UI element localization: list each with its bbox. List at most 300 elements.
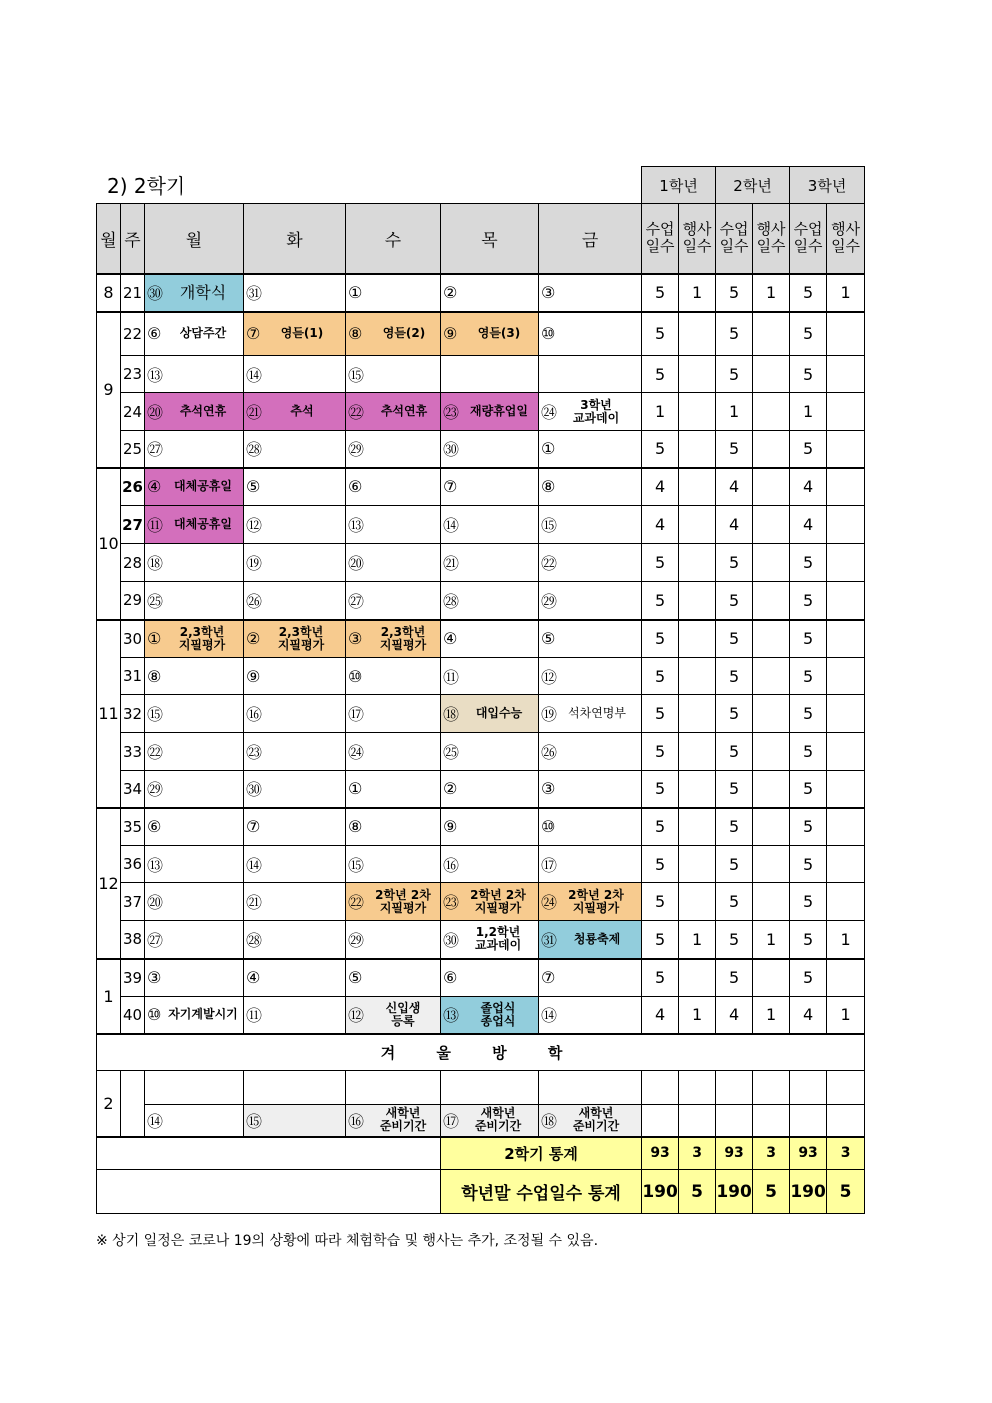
date-number: ㉒ [348, 893, 365, 912]
date-number: ⑦ [246, 817, 261, 837]
day-cell [346, 468, 441, 506]
col-header-event-days: 행사 일수 [753, 204, 790, 274]
stat-cell [753, 620, 790, 658]
day-cell [244, 356, 346, 393]
stat-cell: 4 [642, 468, 679, 506]
date-number: ㉚ [147, 284, 164, 303]
date-number: ⑥ [147, 817, 162, 837]
date-number: ⑥ [147, 324, 162, 344]
stat-cell: 1 [753, 274, 790, 312]
stat-cell: 1 [827, 997, 865, 1034]
stat-cell: 5 [642, 771, 679, 808]
semester-stats-row [97, 1137, 865, 1170]
date-number: ① [348, 283, 363, 302]
col-header-class-days: 수업 일수 [642, 204, 679, 274]
date-number: ④ [246, 968, 261, 988]
date-number: ⑨ [246, 666, 261, 686]
date-number: ⑩ [541, 324, 556, 344]
stat-cell: 5 [790, 582, 827, 620]
day-cell [346, 808, 441, 846]
day-cell [346, 274, 441, 312]
grade-header: 3학년 [790, 167, 865, 204]
semester-stat-value: 93 [790, 1137, 827, 1170]
day-cell [145, 620, 244, 658]
winter-break-row [97, 1034, 865, 1071]
day-cell [441, 582, 539, 620]
year-stat-value: 190 [790, 1170, 827, 1214]
event-label: 2,3학년 지필평가 [178, 624, 226, 652]
stat-cell: 5 [790, 544, 827, 582]
stat-cell [827, 846, 865, 883]
stat-cell: 5 [716, 356, 753, 393]
stat-cell [753, 808, 790, 846]
stat-cell [827, 312, 865, 356]
semester-stats-label: 2학기 통계 [441, 1137, 642, 1170]
event-label: 2학년 2차 지필평가 [470, 887, 526, 915]
stat-cell [753, 883, 790, 921]
stat-cell [753, 544, 790, 582]
grade-header: 1학년 [642, 167, 716, 204]
week-row [97, 582, 865, 620]
date-number: ㉙ [147, 780, 164, 800]
stat-cell [679, 695, 716, 733]
stat-cell [827, 808, 865, 846]
day-cell [441, 658, 539, 695]
stat-cell: 5 [716, 620, 753, 658]
grade-header-row [97, 167, 865, 204]
date-number: ⑪ [443, 667, 460, 687]
week-row [97, 620, 865, 658]
week-number: 36 [121, 846, 145, 883]
week-row [97, 356, 865, 393]
date-number: ⑩ [541, 817, 556, 837]
date-number: ⑩ [348, 666, 363, 686]
day-cell [145, 582, 244, 620]
week-number: 27 [121, 506, 145, 544]
date-number: ⑭ [541, 1006, 558, 1026]
stat-cell: 4 [716, 468, 753, 506]
stat-cell: 5 [642, 883, 679, 921]
stat-cell: 1 [716, 393, 753, 431]
date-number: ⑭ [246, 365, 263, 385]
week-row [97, 695, 865, 733]
winter-break-label: 겨 울 방 학 [97, 1034, 865, 1071]
day-cell [539, 695, 642, 733]
stat-cell [827, 393, 865, 431]
empty-cell [642, 1105, 679, 1137]
date-number: ㉓ [443, 893, 460, 912]
week-row [97, 846, 865, 883]
event-label: 졸업식 종업식 [480, 1000, 516, 1028]
day-cell [244, 274, 346, 312]
date-number: ⑮ [348, 365, 365, 385]
date-number: ③ [348, 629, 363, 649]
week-row [97, 883, 865, 921]
stat-cell: 4 [790, 997, 827, 1034]
date-number: ㉙ [348, 930, 365, 950]
day-cell [346, 771, 441, 808]
day-cell [441, 997, 539, 1034]
stat-cell: 5 [790, 921, 827, 959]
stat-cell: 1 [790, 393, 827, 431]
week-row [97, 274, 865, 312]
month-cell: 11 [97, 620, 121, 808]
date-number: ④ [443, 629, 458, 649]
date-number: ⑦ [443, 477, 458, 497]
footnote: ※ 상기 일정은 코로나 19의 상황에 따라 체험학습 및 행사는 추가, 조정될 수 있음. [96, 1233, 599, 1249]
date-number: ㉙ [541, 591, 558, 611]
date-number: ㉘ [246, 930, 263, 950]
date-number: ⑬ [147, 855, 164, 875]
date-number: ⑭ [246, 855, 263, 875]
col-header-thu: 목 [441, 204, 539, 274]
day-cell [346, 959, 441, 997]
week-row [97, 312, 865, 356]
date-number: ⑯ [246, 705, 263, 724]
day-cell [539, 733, 642, 771]
month-cell: 12 [97, 808, 121, 959]
stat-cell: 5 [642, 808, 679, 846]
date-number: ⑰ [541, 855, 558, 875]
stat-cell [827, 506, 865, 544]
stat-cell: 5 [790, 356, 827, 393]
date-number: ㉔ [348, 743, 365, 762]
day-cell [244, 506, 346, 544]
day-cell [539, 883, 642, 921]
stat-cell [753, 695, 790, 733]
date-number: ㉕ [443, 743, 460, 762]
date-number: ㉚ [443, 930, 460, 950]
day-cell [244, 695, 346, 733]
date-number: ⑳ [348, 554, 365, 573]
event-label: 2,3학년 지필평가 [379, 624, 427, 652]
stat-cell: 5 [642, 846, 679, 883]
empty-cell [642, 1071, 679, 1105]
event-label: 신입생 등록 [385, 1000, 421, 1028]
stat-cell [679, 658, 716, 695]
day-cell [244, 771, 346, 808]
day-cell [145, 468, 244, 506]
stat-cell [827, 883, 865, 921]
day-cell [244, 544, 346, 582]
day-cell [346, 582, 441, 620]
event-label: 추석 [290, 404, 314, 418]
event-label: 2,3학년 지필평가 [277, 624, 325, 652]
stat-cell [679, 620, 716, 658]
col-header-week: 주 [121, 204, 145, 274]
event-label: 1,2학년 교과데이 [474, 925, 522, 953]
event-label: 2학년 2차 지필평가 [568, 887, 624, 915]
day-cell [346, 883, 441, 921]
stat-cell [753, 959, 790, 997]
day-cell [346, 431, 441, 468]
year-stats-label: 학년말 수업일수 통계 [441, 1170, 642, 1214]
stat-cell [679, 431, 716, 468]
day-cell [539, 356, 642, 393]
day-cell [244, 1105, 346, 1137]
stat-cell: 1 [827, 921, 865, 959]
date-number: ② [443, 283, 458, 302]
stat-cell [753, 393, 790, 431]
date-number: ⑦ [246, 324, 261, 344]
date-number: ⑰ [348, 705, 365, 724]
col-header-event-days: 행사 일수 [679, 204, 716, 274]
event-label: 2학년 2차 지필평가 [375, 887, 431, 915]
week-number: 35 [121, 808, 145, 846]
date-number: ⑳ [147, 893, 164, 912]
date-number: ⑧ [541, 477, 556, 497]
day-cell [539, 771, 642, 808]
stat-cell: 5 [642, 658, 679, 695]
date-number: ㉚ [443, 440, 460, 460]
day-cell [145, 393, 244, 431]
empty-cell [753, 1105, 790, 1137]
week-number: 34 [121, 771, 145, 808]
stat-cell: 5 [790, 808, 827, 846]
day-cell [145, 883, 244, 921]
year-stat-value: 190 [716, 1170, 753, 1214]
day-cell [346, 312, 441, 356]
title-spacer [97, 167, 642, 204]
empty-cell [716, 1105, 753, 1137]
col-header-tue: 화 [244, 204, 346, 274]
date-number: ㉑ [246, 403, 263, 422]
date-number: ⑬ [348, 516, 365, 535]
empty-cell [679, 1105, 716, 1137]
event-label: 대체공휴일 [174, 517, 232, 531]
empty-cell [244, 1071, 346, 1105]
date-number: ⑮ [246, 1111, 263, 1131]
day-cell [346, 506, 441, 544]
semester-stat-value: 93 [642, 1137, 679, 1170]
stat-cell: 5 [642, 921, 679, 959]
week-number: 28 [121, 544, 145, 582]
day-cell [346, 921, 441, 959]
date-number: ⑮ [147, 705, 164, 724]
date-number: ㉙ [348, 440, 365, 460]
event-label: 새학년 준비기간 [572, 1106, 620, 1134]
day-cell [145, 506, 244, 544]
stat-cell: 5 [642, 274, 679, 312]
stat-cell [827, 544, 865, 582]
date-number: ⑫ [541, 667, 558, 687]
date-number: ⑭ [443, 516, 460, 535]
stat-cell [753, 658, 790, 695]
date-number: ⑮ [541, 516, 558, 535]
day-cell [539, 921, 642, 959]
empty-cell [827, 1071, 865, 1105]
date-number: ⑤ [246, 477, 261, 497]
col-header-month: 월 [97, 204, 121, 274]
date-number: ⑧ [348, 817, 363, 837]
semester-stat-value: 3 [827, 1137, 865, 1170]
week-row [97, 393, 865, 431]
stat-cell: 5 [642, 959, 679, 997]
day-cell [441, 312, 539, 356]
day-cell [145, 356, 244, 393]
col-header-class-days: 수업 일수 [716, 204, 753, 274]
date-number: ⑳ [147, 403, 164, 422]
stat-cell: 4 [790, 468, 827, 506]
week-row [97, 959, 865, 997]
day-cell [539, 506, 642, 544]
day-cell [441, 808, 539, 846]
date-number: ⑬ [443, 1006, 460, 1026]
date-number: ㉗ [147, 440, 164, 460]
stat-cell: 5 [716, 544, 753, 582]
stat-cell: 5 [716, 921, 753, 959]
event-label: 상담주간 [179, 326, 227, 341]
day-cell [539, 468, 642, 506]
feb-empty-row [97, 1071, 865, 1105]
date-number: ㉖ [541, 743, 558, 762]
empty-cell [346, 1071, 441, 1105]
day-cell [346, 620, 441, 658]
stat-cell [827, 356, 865, 393]
stat-cell: 4 [790, 506, 827, 544]
year-stat-value: 5 [753, 1170, 790, 1214]
day-cell [145, 544, 244, 582]
grade-header: 2학년 [716, 167, 790, 204]
semester-calendar-table [96, 166, 865, 1214]
stat-cell: 5 [716, 771, 753, 808]
week-row [97, 733, 865, 771]
date-number: ⑫ [246, 516, 263, 535]
stat-cell: 5 [642, 312, 679, 356]
day-cell [145, 997, 244, 1034]
empty-cell [679, 1071, 716, 1105]
day-cell [441, 771, 539, 808]
day-cell [346, 846, 441, 883]
date-number: ⑥ [443, 968, 458, 988]
stat-cell: 1 [642, 393, 679, 431]
date-number: ㉓ [246, 743, 263, 762]
event-label: 석차연명부 [568, 706, 626, 720]
week-number: 22 [121, 312, 145, 356]
event-label: 3학년 교과데이 [572, 397, 620, 425]
day-cell [145, 312, 244, 356]
stat-cell: 5 [642, 582, 679, 620]
date-number: ㉑ [443, 554, 460, 573]
stat-cell [753, 506, 790, 544]
date-number: ㉚ [246, 780, 263, 800]
year-stat-value: 5 [827, 1170, 865, 1214]
stat-cell [679, 883, 716, 921]
week-number: 37 [121, 883, 145, 921]
date-number: ㉒ [147, 743, 164, 762]
stat-cell [753, 312, 790, 356]
stat-cell: 5 [716, 312, 753, 356]
date-number: ㉗ [348, 591, 365, 611]
day-cell [145, 658, 244, 695]
day-cell [145, 808, 244, 846]
day-cell [539, 658, 642, 695]
stat-cell: 4 [716, 506, 753, 544]
stat-cell: 4 [642, 997, 679, 1034]
stat-cell [679, 846, 716, 883]
empty-cell [790, 1105, 827, 1137]
event-label: 대체공휴일 [174, 479, 232, 494]
week-row [97, 468, 865, 506]
day-cell [441, 733, 539, 771]
date-number: ③ [541, 779, 556, 799]
day-cell [244, 883, 346, 921]
day-cell [539, 846, 642, 883]
stat-cell: 5 [790, 431, 827, 468]
stat-cell: 1 [679, 274, 716, 312]
stat-cell [679, 808, 716, 846]
day-cell [441, 846, 539, 883]
stat-cell: 4 [642, 506, 679, 544]
date-number: ⑰ [443, 1111, 460, 1131]
month-cell: 2 [97, 1071, 121, 1137]
stat-cell: 5 [642, 733, 679, 771]
stat-cell [753, 431, 790, 468]
stat-cell [679, 506, 716, 544]
stat-cell: 5 [716, 582, 753, 620]
week-number: 21 [121, 274, 145, 312]
col-header-fri: 금 [539, 204, 642, 274]
date-number: ㉔ [541, 403, 558, 422]
week-number: 25 [121, 431, 145, 468]
stat-cell [679, 733, 716, 771]
empty-cell [790, 1071, 827, 1105]
date-number: ㉕ [147, 591, 164, 611]
day-cell [539, 620, 642, 658]
date-number: ㉖ [246, 591, 263, 611]
date-number: ③ [147, 968, 162, 988]
feb-row [97, 1105, 865, 1137]
day-cell [346, 658, 441, 695]
date-number: ⑤ [348, 968, 363, 988]
stat-cell: 5 [716, 846, 753, 883]
day-cell [441, 274, 539, 312]
stat-cell: 5 [790, 846, 827, 883]
stat-cell [827, 468, 865, 506]
stat-cell [753, 468, 790, 506]
stat-cell [679, 771, 716, 808]
day-cell [441, 620, 539, 658]
event-label: 영듣(2) [382, 326, 426, 341]
day-cell [441, 921, 539, 959]
date-number: ⑨ [443, 817, 458, 837]
empty-cell [753, 1071, 790, 1105]
stat-cell [753, 846, 790, 883]
date-number: ㉘ [443, 591, 460, 611]
date-number: ㉛ [246, 284, 263, 303]
semester-stat-value: 3 [679, 1137, 716, 1170]
stat-cell [753, 733, 790, 771]
day-cell [244, 959, 346, 997]
semester-stat-value: 93 [716, 1137, 753, 1170]
stat-cell: 5 [790, 312, 827, 356]
day-cell [539, 1105, 642, 1137]
day-cell [441, 468, 539, 506]
day-cell [539, 312, 642, 356]
day-cell [539, 393, 642, 431]
stat-cell: 5 [642, 620, 679, 658]
day-cell [346, 393, 441, 431]
date-number: ⑬ [147, 365, 164, 385]
stat-cell: 1 [679, 921, 716, 959]
day-cell [244, 921, 346, 959]
date-number: ⑪ [246, 1006, 263, 1026]
col-header-class-days: 수업 일수 [790, 204, 827, 274]
date-number: ㉓ [443, 403, 460, 422]
stat-cell [827, 733, 865, 771]
day-cell [539, 431, 642, 468]
col-header-wed: 수 [346, 204, 441, 274]
